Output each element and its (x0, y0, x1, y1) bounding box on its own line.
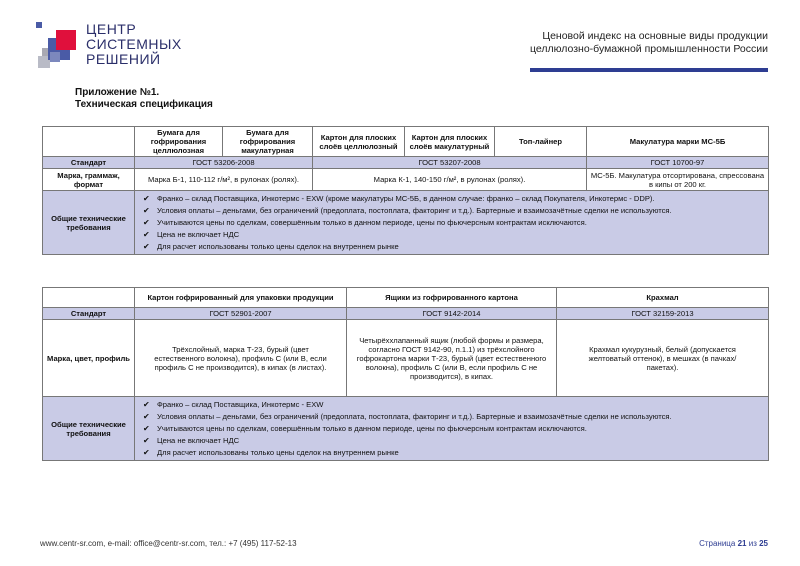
page-current: 21 (737, 539, 747, 548)
requirements-cell (135, 191, 769, 255)
appendix-title: Техническая спецификация (75, 99, 213, 110)
footer-contacts: www.centr-sr.com, e-mail: office@centr-sr.com, тел.: +7 (495) 117-52-13 (40, 539, 297, 548)
column-header: Топ-лайнер (495, 127, 587, 157)
requirement-item (135, 411, 768, 423)
checkmark-icon: ✔ (143, 229, 150, 239)
requirement-item (135, 434, 768, 446)
logo-square (50, 52, 60, 62)
column-header: Картон для плоских слоёв целлюлозный (313, 127, 405, 157)
checkmark-icon: ✔ (143, 206, 150, 216)
page-word: Страница (699, 539, 736, 548)
requirement-text: Франко – склад Поставщика, Инкотермс - EXW (157, 400, 324, 410)
spec-table-cardboard (42, 287, 769, 461)
standard-cell: ГОСТ 32159-2013 (557, 308, 769, 320)
checkmark-icon: ✔ (143, 241, 150, 251)
column-header: Бумага для гофрирования макулатурная (223, 127, 313, 157)
corner-cell (43, 127, 135, 157)
requirement-item (135, 228, 768, 240)
column-header: Крахмал (557, 288, 769, 308)
brand-cell: МС-5Б. Макулатура отсортирована, спрессована в кипы от 200 кг. (587, 169, 769, 191)
brand-cell: Трёхслойный, марка Т-23, бурый (цвет естественного волокна), профиль С (или В, если профиль С не производится), в кипах (в листах). (135, 320, 347, 397)
title-line: целлюлозно-бумажной промышленности России (529, 43, 768, 55)
row-label-requirements: Общие технические требования (43, 397, 135, 461)
requirement-item (135, 446, 768, 458)
requirement-text: Цена не включает НДС (157, 229, 240, 239)
standard-cell: ГОСТ 10700-97 (587, 157, 769, 169)
requirement-item (135, 193, 768, 205)
requirement-text: Цена не включает НДС (157, 435, 240, 445)
page-number (699, 539, 768, 548)
page-of: из (748, 539, 757, 548)
checkmark-icon: ✔ (143, 423, 150, 433)
requirements-cell (135, 397, 769, 461)
checkmark-icon: ✔ (143, 447, 150, 457)
document-title (518, 30, 768, 56)
row-label-requirements: Общие технические требования (43, 191, 135, 255)
row-label-brand: Марка, граммаж, формат (43, 169, 135, 191)
standard-cell: ГОСТ 9142-2014 (347, 308, 557, 320)
corner-cell (43, 288, 135, 308)
column-header: Бумага для гофрирования целлюлозная (135, 127, 223, 157)
logo-square (56, 30, 76, 50)
logo-text (86, 22, 182, 67)
row-label-standard: Стандарт (43, 308, 135, 320)
requirement-text: Условия оплаты – деньгами, без ограничений (предоплата, постоплата, факторинг и т.д.). Бартерные и взаимозачётные сделки не используются. (157, 206, 672, 216)
checkmark-icon: ✔ (143, 435, 150, 445)
title-line: Ценовой индекс на основные виды продукции (542, 30, 768, 42)
column-header: Макулатура марки МС-5Б (587, 127, 769, 157)
requirement-text: Учитываются цены по сделкам, совершённым только в данном периоде, цены по фьючерсным контрактам исключаются. (157, 217, 587, 227)
logo-line: РЕШЕНИЙ (86, 51, 161, 67)
standard-cell: ГОСТ 53207-2008 (313, 157, 587, 169)
requirement-text: Условия оплаты – деньгами, без ограничений (предоплата, постоплата, факторинг и т.д.). Бартерные и взаимозачётные сделки не используются. (157, 412, 672, 422)
logo-square (36, 22, 42, 28)
checkmark-icon: ✔ (143, 217, 150, 227)
logo-line: ЦЕНТР (86, 21, 137, 37)
page-total: 25 (759, 539, 768, 548)
brand-cell: Четырёххлапанный ящик (любой формы и размера, согласно ГОСТ 9142-90, п.1.1) из трёхслойного гофрокартона марки Т-23, бурый (цвет естественного волокна), профиль С (или В, если профиль С не производится), в кипах. (347, 320, 557, 397)
requirement-text: Франко – склад Поставщика, Инкотермс - EXW (кроме макулатуры МС-5Б, в данном случае: франко – склад Покупателя, Инкотермс - DDP). (157, 194, 655, 204)
checkmark-icon: ✔ (143, 412, 150, 422)
requirement-text: Для расчет использованы только цены сделок на внутреннем рынке (157, 241, 399, 251)
requirement-text: Для расчет использованы только цены сделок на внутреннем рынке (157, 447, 399, 457)
brand-cell: Марка Б-1, 110-112 г/м², в рулонах (ролях). (135, 169, 313, 191)
column-header: Картон гофрированный для упаковки продукции (135, 288, 347, 308)
header-accent-bar (530, 68, 768, 72)
row-label-standard: Стандарт (43, 157, 135, 169)
logo (36, 21, 182, 82)
row-label-brand: Марка, цвет, профиль (43, 320, 135, 397)
requirement-item (135, 217, 768, 229)
column-header: Ящики из гофрированного картона (347, 288, 557, 308)
requirement-item (135, 240, 768, 252)
brand-cell: Крахмал кукурузный, белый (допускается желтоватый оттенок), в мешках (в пачках/пакетах). (557, 320, 769, 397)
column-header: Картон для плоских слоёв макулатурный (405, 127, 495, 157)
appendix-heading (75, 87, 213, 111)
checkmark-icon: ✔ (143, 194, 150, 204)
appendix-number: Приложение №1. (75, 87, 160, 98)
brand-cell: Марка К-1, 140-150 г/м², в рулонах (ролях). (313, 169, 587, 191)
standard-cell: ГОСТ 52901-2007 (135, 308, 347, 320)
spec-table-paper (42, 126, 769, 255)
requirement-text: Учитываются цены по сделкам, совершённым только в данном периоде, цены по фьючерсным контрактам исключаются. (157, 423, 587, 433)
checkmark-icon: ✔ (143, 400, 150, 410)
requirement-item (135, 399, 768, 411)
requirement-item (135, 205, 768, 217)
requirement-item (135, 423, 768, 435)
standard-cell: ГОСТ 53206-2008 (135, 157, 313, 169)
logo-line: СИСТЕМНЫХ (86, 36, 182, 52)
